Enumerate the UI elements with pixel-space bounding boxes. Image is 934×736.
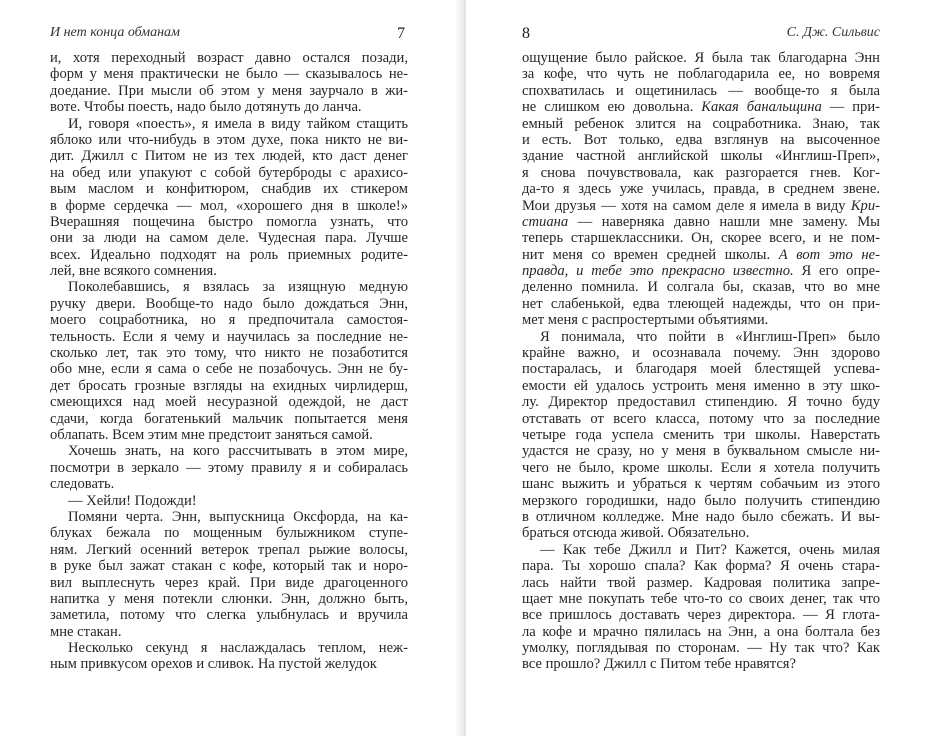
text-line: ощущение было райское. Я была так благодарна Энн [522, 50, 880, 66]
left-page-body [50, 50, 408, 673]
text-segment: Я его опре- [793, 263, 880, 280]
text-line: Вчерашняя пощечина быстро помогла узнать, что [50, 213, 408, 230]
paragraph [50, 493, 408, 509]
text-line: удастся не сразу, но у меня в буквальном смысле ни- [522, 443, 880, 460]
italic-text: Кри- [850, 197, 880, 214]
text-line: и есть. Вот только, едва взглянув на высоченное [522, 131, 880, 148]
text-line: мет меня с распростертыми объятиями. [522, 312, 769, 329]
text-segment: не слишком ею довольна. [522, 99, 702, 116]
page-number: 7 [397, 25, 405, 42]
right-page-header [522, 25, 880, 43]
text-segment: — при- [821, 99, 881, 116]
text-line: в руке был зажат стакан с кофе, который так и норо- [50, 558, 408, 575]
text-line: умолку, поглядывая по сторонам. — Ну так что? Как [522, 640, 880, 657]
italic-text: правда, и тебе это прекрасно известно. [522, 263, 794, 280]
text-line: лу. Директор предоставил стипендию. Я точно буду [522, 394, 880, 411]
paragraph [50, 509, 408, 640]
page-number: 8 [522, 25, 530, 42]
italic-text: А вот это не- [778, 246, 880, 263]
paragraph [522, 542, 880, 673]
text-line: за кофе, что чуть не поблагодарила ее, но вовремя [522, 66, 880, 83]
paragraph [50, 279, 408, 443]
text-line: мне стакан. [50, 623, 122, 640]
text-line: сдачи, когда богатенький мальчик попытается меня [50, 410, 408, 427]
paragraph [50, 116, 408, 280]
text-line: шанс выжить и убраться к чертям собачьим из этого [522, 476, 880, 493]
text-line: Хочешь знать, на кого рассчитывать в этом мире, [68, 443, 408, 460]
text-line: Несколько секунд я наслаждалась теплом, неж- [68, 640, 408, 657]
text-line: следовать. [50, 476, 115, 493]
text-line: я снова почувствовала, как разгорается гнев. Ког- [522, 164, 880, 181]
text-line: яблоко или что-нибудь в этом духе, пока никто не ви- [50, 131, 408, 148]
text-line: облапать. Всем этим мне предстоит заняться самой. [50, 426, 373, 443]
text-line: они за люди на самом деле. Чудесная пара. Лучше [50, 230, 408, 247]
text-line: напитка у меня потекли слюнки. Энн, должно быть, [50, 590, 408, 607]
text-line: доедание. При мысли об этом у меня заурчало в жи- [50, 82, 408, 99]
text-segment: нит меня со времен средней школы. [522, 246, 779, 263]
text-line: Поколебавшись, я взялась за изящную медную [68, 279, 408, 296]
text-line: постаралась, и благодаря моей блестящей успева- [522, 361, 880, 378]
italic-text: Какая банальщина [701, 99, 822, 116]
text-line: — Хейли! Подожди! [68, 492, 197, 509]
text-line: форм у меня практически не было — сказывалось не- [50, 66, 408, 83]
paragraph [50, 443, 408, 492]
text-line: Я понимала, что пойти в «Инглиш-Преп» было [540, 328, 880, 345]
text-line: лей, вне всякого сомнения. [50, 263, 217, 280]
text-line: пара. Ты хорошо спала? Как форма? Я очень стара- [522, 558, 880, 575]
text-line [522, 214, 880, 230]
text-line: браться отсюда живой. Обязательно. [522, 525, 750, 542]
text-line: воте. Чтобы поесть, надо было дотянуть до ланча. [50, 99, 362, 116]
text-line: спохватилась и ощетинилась — вообще-то я была [522, 82, 880, 99]
text-line: щает мне покупать тебе что-то со своих денег, так что [522, 590, 880, 607]
text-line: да-то я здесь уже училась, правда, в среднем звене. [522, 181, 880, 198]
text-line: обо мне, если я сама о себе не позабочусь. Энн не бу- [50, 361, 408, 378]
text-line: ным привкусом орехов и сливок. На пустой желудок [50, 656, 377, 673]
text-line: лась найти твой размер. Кадровая политика запре- [522, 574, 880, 591]
text-segment: — наверняка давно нашли мне замену. Мы [568, 213, 880, 230]
text-segment: Мои друзья — хотя на самом деле я имела в виду [522, 197, 851, 214]
text-line: вым маслом и конфитюром, снабдив их стикером [50, 181, 408, 198]
text-line: емный ребенок злится на соцработника. Знаю, так [522, 115, 880, 132]
text-line: ням. Легкий осенний ветерок трепал рыжие волосы, [50, 541, 408, 558]
text-line: четыре года успела сменить три школы. Наверстать [522, 426, 880, 443]
text-line: — Как тебе Джилл и Пит? Кажется, очень милая [540, 541, 880, 558]
text-line: моего соцработника, но я предпочитала самостоя- [50, 312, 408, 329]
author-name: С. Дж. Сильвис [786, 25, 880, 40]
text-line: все прошло? Джилл с Питом тебе нравятся? [522, 656, 796, 673]
text-line [522, 99, 880, 115]
text-line: заметила, потому что слегка улыбнулась и вручила [50, 607, 408, 624]
text-line: здание частной английской школы «Инглиш-Преп», [522, 148, 880, 165]
text-line: емости ей удалось устроить меня именно в эту шко- [522, 377, 880, 394]
text-line: чего не было, кроме школы. Если я хотела получить [522, 459, 880, 476]
text-line: дит. Джилл с Питом не из тех людей, кто даст денег [50, 148, 408, 165]
text-line: деленно помнила. И солгала бы, сказав, что во мне [522, 279, 880, 296]
text-line: всех. Идеально подходят на роль приемных родите- [50, 246, 408, 263]
text-line: И, говоря «поесть», я имела в виду тайком стащить [68, 115, 408, 132]
paragraph [522, 50, 880, 329]
text-line: вил выплеснуть через край. При виде драгоценного [50, 574, 408, 591]
running-title: И нет конца обманам [50, 25, 180, 40]
text-line: блуках бежала по мощенным булыжником ступе- [50, 525, 408, 542]
text-line [522, 263, 880, 279]
text-line: ла кофе и мрачно пялилась на Энн, а она болтала без [522, 623, 880, 640]
text-line: в форме сердечка — мол, «хорошего дня в школе!» [50, 197, 408, 214]
text-line: дет бросать грозные взгляды на ехидных чирлидерш, [50, 377, 408, 394]
paragraph [50, 640, 408, 673]
text-line: теперь старшеклассники. Он, скорее всего, и не пом- [522, 230, 880, 247]
text-line: все пришлось доставать через директора. — Я глота- [522, 607, 880, 624]
right-page [466, 0, 934, 736]
text-line: и, хотя переходный возраст давно остался позади, [50, 50, 408, 66]
text-line [522, 198, 880, 214]
text-line: на обед или упакуют с собой бутерброды с арахисо- [50, 164, 408, 181]
italic-text: стиана [522, 213, 569, 230]
text-line: посмотри в зеркало — этому правилу я и собиралась [50, 459, 408, 476]
text-line: тельность. Если я чему и научилась за последние не- [50, 328, 408, 345]
paragraph [522, 329, 880, 542]
text-line: нет слабенькой, едва тлеющей надежды, что он при- [522, 295, 880, 312]
text-line: в отличном колледже. Мне надо было сбежать. И вы- [522, 508, 880, 525]
right-page-body [522, 50, 880, 673]
text-line: крайне важно, и осознавала почему. Энн здорово [522, 345, 880, 362]
text-line: Помяни черта. Энн, выпускница Оксфорда, на ка- [68, 508, 408, 525]
text-line: сколько лет, так это тому, что никто не позаботится [50, 345, 408, 362]
text-line [522, 247, 880, 263]
paragraph [50, 50, 408, 116]
left-page-header [50, 25, 405, 43]
text-line: отставать от всего класса, потому что за последние [522, 410, 880, 427]
text-line: мерзкого городишки, надо было получить стипендию [522, 492, 880, 509]
text-line: смеющихся над моей несуразной одеждой, не даст [50, 394, 408, 411]
left-page [0, 0, 462, 736]
text-line: ручку двери. Вообще-то надо было дождаться Энн, [50, 295, 408, 312]
